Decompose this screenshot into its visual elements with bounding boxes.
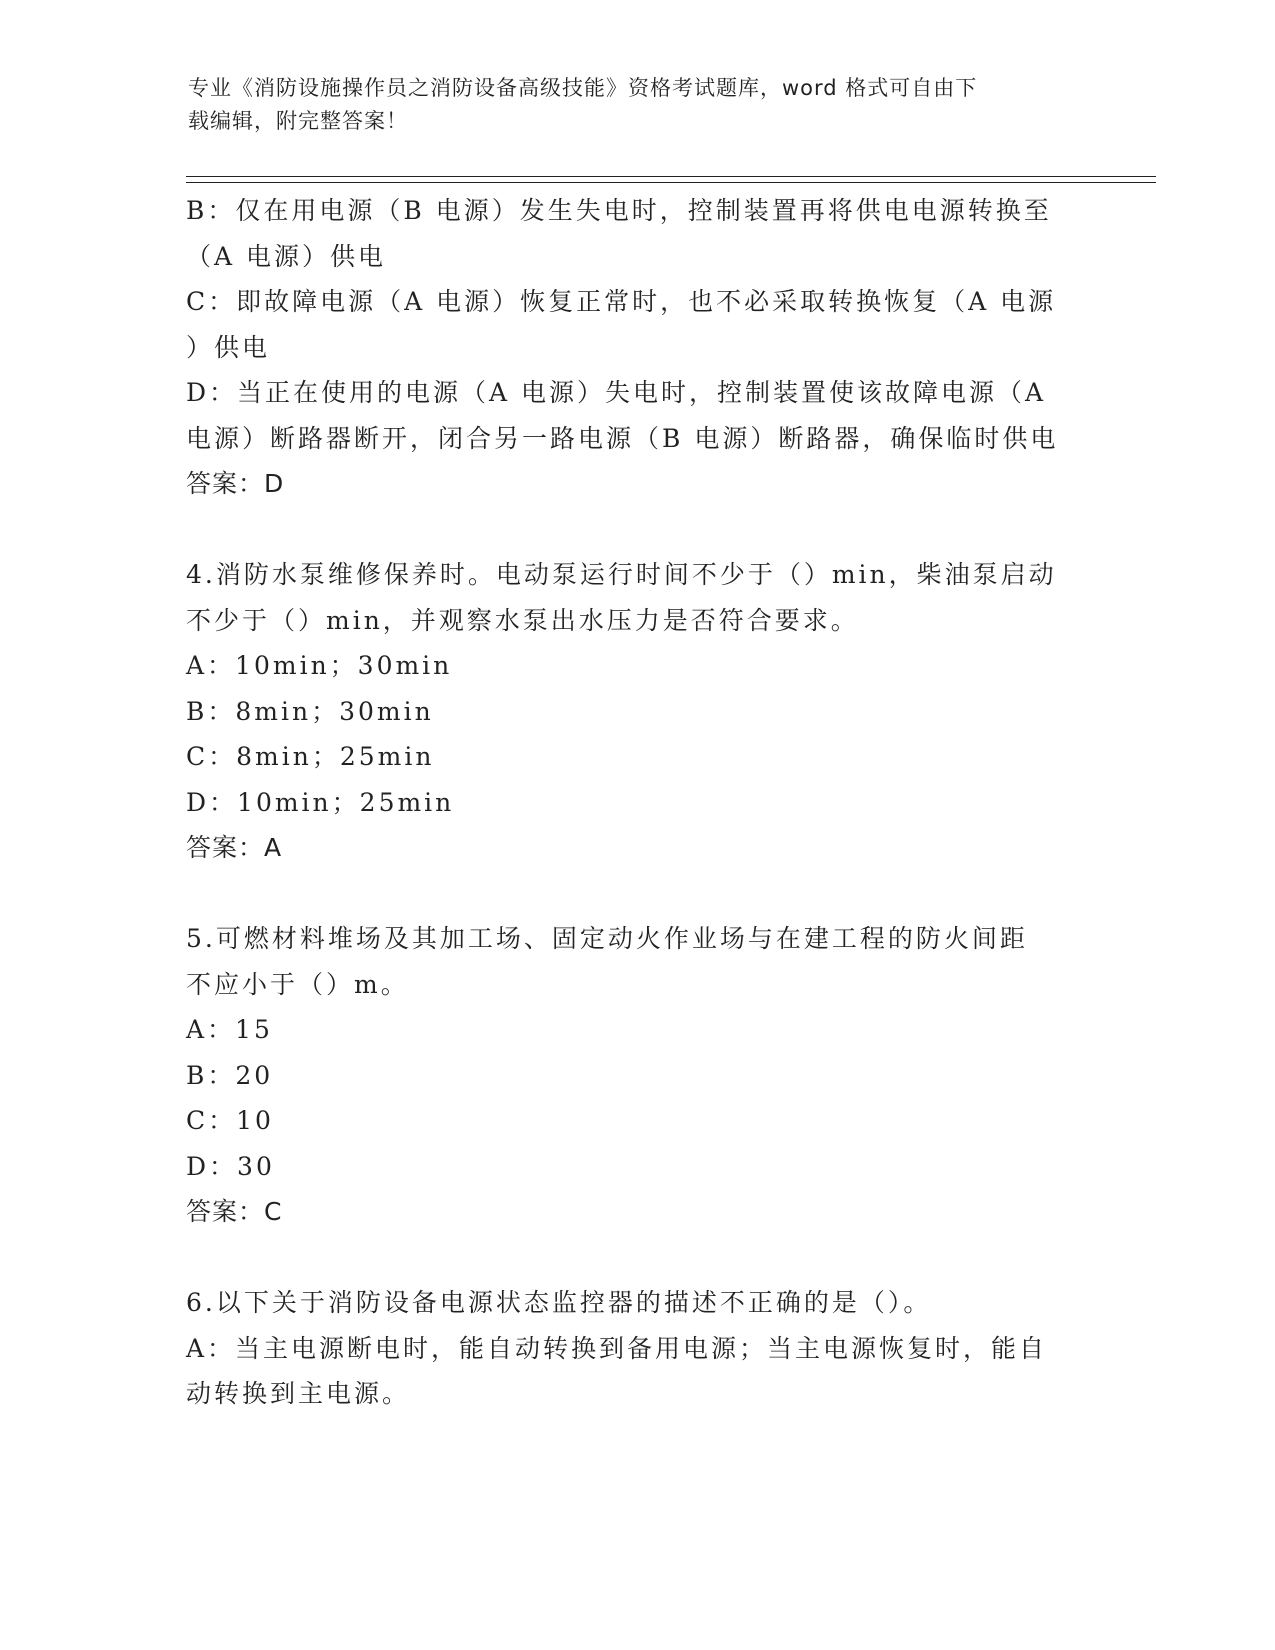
question-5 bbox=[186, 916, 1086, 1235]
option-line: （A 电源）供电 bbox=[186, 241, 387, 271]
question-stem: 4.消防水泵维修保养时。电动泵运行时间不少于（）min，柴油泵启动 bbox=[186, 560, 1057, 589]
header-divider bbox=[186, 182, 1156, 183]
option-line: 动转换到主电源。 bbox=[186, 1379, 411, 1408]
option-b bbox=[186, 188, 1086, 279]
option-line: D：当正在使用的电源（A 电源）失电时，控制装置使该故障电源（A bbox=[186, 378, 1047, 407]
question-list bbox=[186, 188, 1086, 1417]
question-stem: 不应小于（）m。 bbox=[186, 969, 409, 999]
option-c bbox=[186, 279, 1086, 370]
option-line: A：当主电源断电时，能自动转换到备用电源；当主电源恢复时，能自 bbox=[186, 1333, 1048, 1363]
header-divider bbox=[186, 176, 1156, 177]
spacer bbox=[186, 1235, 1086, 1281]
document-header bbox=[188, 72, 1068, 138]
spacer bbox=[186, 871, 1086, 917]
option-line: 电源）断路器断开，闭合另一路电源（B 电源）断路器，确保临时供电 bbox=[186, 423, 1059, 453]
question-stem: 6.以下关于消防设备电源状态监控器的描述不正确的是（）。 bbox=[186, 1288, 932, 1317]
question-3-continued bbox=[186, 188, 1086, 507]
answer-line: 答案：A bbox=[186, 833, 283, 862]
header-line: 专业《消防设施操作员之消防设备高级技能》资格考试题库，word 格式可自由下 bbox=[188, 76, 978, 100]
option-d bbox=[186, 370, 1086, 461]
option-b: B：20 bbox=[186, 1060, 274, 1090]
question-stem: 不少于（）min，并观察水泵出水压力是否符合要求。 bbox=[186, 605, 859, 635]
answer-line: 答案：C bbox=[186, 1197, 283, 1226]
option-line: B：仅在用电源（B 电源）发生失电时，控制装置再将供电电源转换至 bbox=[186, 196, 1052, 225]
option-d: D：10min；25min bbox=[186, 787, 455, 817]
option-a bbox=[186, 1326, 1086, 1417]
option-c: C：8min；25min bbox=[186, 742, 435, 771]
option-a: A：15 bbox=[186, 1015, 273, 1044]
question-4 bbox=[186, 552, 1086, 871]
question-6 bbox=[186, 1280, 1086, 1417]
option-c: C：10 bbox=[186, 1106, 274, 1135]
option-a: A：10min；30min bbox=[186, 651, 453, 680]
header-line: 载编辑，附完整答案！ bbox=[188, 109, 408, 133]
spacer bbox=[186, 507, 1086, 553]
option-b: B：8min；30min bbox=[186, 696, 434, 726]
option-line: ）供电 bbox=[186, 332, 271, 362]
option-line: C：即故障电源（A 电源）恢复正常时，也不必采取转换恢复（A 电源 bbox=[186, 287, 1057, 316]
answer-line: 答案：D bbox=[186, 469, 285, 498]
option-d: D：30 bbox=[186, 1151, 275, 1181]
question-stem: 5.可燃材料堆场及其加工场、固定动火作业场与在建工程的防火间距 bbox=[186, 924, 1028, 953]
